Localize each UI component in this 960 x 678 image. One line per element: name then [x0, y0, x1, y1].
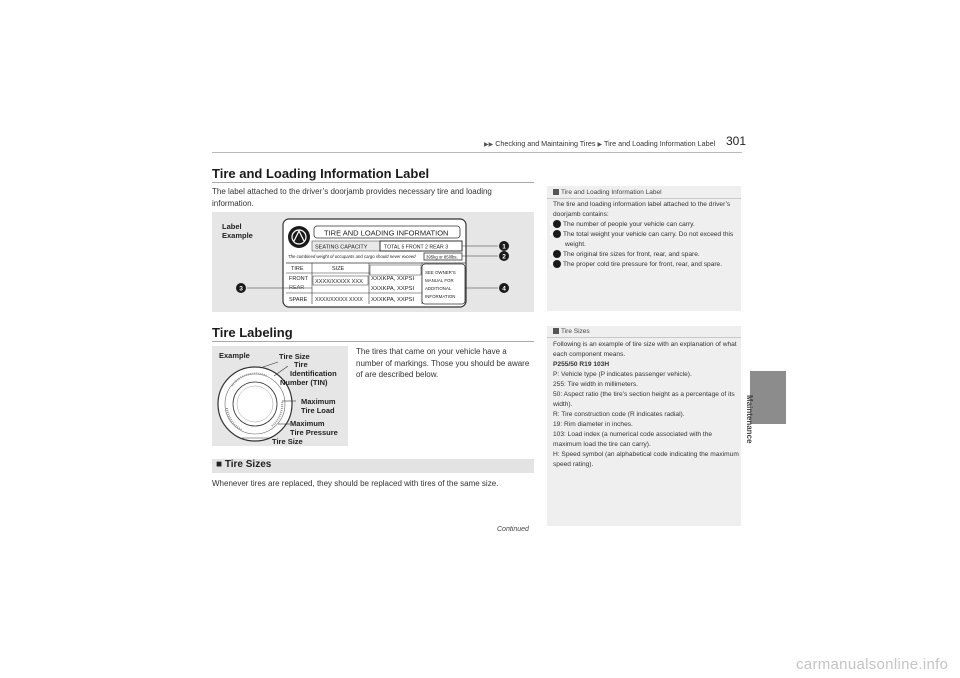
number-2-icon: 2 — [553, 230, 561, 238]
svg-text:SEE OWNER’S: SEE OWNER’S — [425, 270, 456, 275]
svg-text:SIZE: SIZE — [332, 266, 345, 272]
square-bullet-icon: ■ — [216, 459, 223, 470]
svg-text:2: 2 — [502, 253, 506, 261]
svg-text:SEATING CAPACITY: SEATING CAPACITY — [315, 244, 368, 251]
tire-sizes-heading: ■ Tire Sizes — [216, 459, 272, 470]
note1-item: 4 The proper cold tire pressure for front, rear, and spare. — [549, 261, 723, 268]
triangle-right-icon: ▶▶ — [484, 142, 494, 148]
breadcrumb-part1[interactable]: Checking and Maintaining Tires — [495, 139, 596, 148]
note-icon — [553, 328, 559, 334]
section2-body: The tires that came on your vehicle have a number of markings. Those you should be aware of are described below. — [356, 347, 530, 379]
section-title-label — [212, 166, 429, 181]
note1-item: 3 The original tire sizes for front, rear, and spare. — [549, 251, 700, 258]
number-1-icon: 1 — [553, 220, 561, 228]
note1-item: 1 The number of people your vehicle can carry. — [549, 221, 695, 228]
note-divider — [547, 337, 741, 338]
note-icon — [553, 189, 559, 195]
svg-text:INFORMATION: INFORMATION — [425, 294, 456, 299]
callout-3 — [236, 283, 246, 293]
callout-1 — [499, 241, 509, 251]
page-number: 301 — [726, 134, 747, 148]
note1-body — [549, 200, 739, 270]
tire-size-bottom-label: Tire Size — [272, 437, 303, 446]
note2-body: Following is an example of tire size with an explanation of what each component means. P255/50 R19 103H P: Vehicle type (P indicates passenger vehicle). 255: Tire width in millimeters. 50: Aspect ratio (the tire’s section height as a percentage of its width). R: Tire construction code (R indicates radial). 19: Rim diameter in inches. 103: Load index (a numerical code associated with the maximum load the tire can carry). H: Speed symbol (an alphabetical code indicating the maximum speed rating). — [553, 341, 739, 468]
section1-body: The label attached to the driver’s doorjamb provides necessary tire and loading information. — [212, 187, 492, 208]
max-load-label: Maximum Tire Load — [301, 397, 336, 415]
svg-text:XXXX/XXXXX XXXX: XXXX/XXXXX XXXX — [315, 297, 363, 303]
callout-2 — [499, 251, 509, 261]
note1-title: Tire and Loading Information Label — [561, 189, 662, 196]
section-rule — [212, 341, 534, 342]
tire-labeling-figure — [212, 346, 348, 446]
continued-label: Continued — [497, 526, 529, 533]
logo-icon — [288, 226, 310, 248]
max-pressure-label: Maximum Tire Pressure — [290, 419, 338, 437]
svg-text:XXXKPA, XXPSI: XXXKPA, XXPSI — [371, 297, 415, 303]
number-3-icon: 3 — [553, 250, 561, 258]
svg-text:REAR: REAR — [289, 285, 305, 291]
tire-size-top-label: Tire Size — [279, 352, 310, 361]
svg-text:1: 1 — [502, 243, 506, 251]
svg-text:FRONT: FRONT — [289, 276, 308, 282]
tire-label-diagram — [212, 212, 534, 312]
section2-title-wrap — [212, 325, 293, 340]
svg-text:XXXX/XXXXX XXX: XXXX/XXXXX XXX — [315, 279, 363, 285]
note2-title: Tire Sizes — [561, 328, 590, 335]
note-tire-sizes — [547, 326, 741, 526]
svg-text:TOTAL 5 FRONT 2 REAR 3: TOTAL 5 FRONT 2 REAR 3 — [384, 244, 449, 251]
note1-item: 2 The total weight your vehicle can carry. Do not exceed this weight. — [549, 231, 734, 248]
number-4-icon: 4 — [553, 260, 561, 268]
svg-text:TIRE: TIRE — [291, 266, 304, 272]
tire-sizes-body: Whenever tires are replaced, they should be replaced with tires of the same size. — [212, 479, 499, 488]
label-figure — [212, 212, 534, 312]
svg-text:SPARE: SPARE — [289, 297, 308, 303]
svg-text:XXXKPA, XXPSI: XXXKPA, XXPSI — [371, 286, 415, 292]
tire-size-example: P255/50 R19 103H — [553, 361, 610, 368]
section-rule — [212, 182, 534, 183]
tin-label: Tire Identification Number (TIN) — [280, 360, 337, 387]
callout-4 — [499, 283, 509, 293]
svg-text:4: 4 — [502, 285, 506, 293]
note-divider — [547, 198, 741, 199]
section2-title: Tire Labeling — [212, 325, 293, 340]
svg-text:ADDITIONAL: ADDITIONAL — [425, 286, 452, 291]
label-title-text: TIRE AND LOADING INFORMATION — [324, 228, 449, 238]
svg-text:MANUAL FOR: MANUAL FOR — [425, 278, 454, 283]
note1-intro: The tire and loading information label attached to the driver’s doorjamb contains: — [553, 201, 731, 218]
svg-text:3: 3 — [239, 285, 243, 293]
note-tire-loading-label — [547, 186, 741, 311]
page-title: Tire and Loading Information Label — [212, 166, 430, 181]
breadcrumb — [484, 139, 715, 148]
breadcrumb-part2[interactable]: Tire and Loading Information Label — [604, 139, 716, 148]
triangle-right-icon: ▶ — [597, 142, 603, 148]
side-tab-label: Maintenance — [745, 395, 754, 444]
svg-text:395kg or 850lbs.: 395kg or 850lbs. — [426, 254, 458, 260]
svg-text:The combined weight of occupan: The combined weight of occupants and cargo should never exceed — [288, 254, 416, 259]
side-tab — [750, 371, 786, 424]
svg-text:XXXKPA, XXPSI: XXXKPA, XXPSI — [371, 276, 415, 282]
watermark: carmanualsonline.info — [796, 656, 949, 673]
label-caption: Label Example — [222, 222, 253, 240]
header-rule — [212, 152, 742, 153]
example-label: Example — [219, 351, 250, 360]
